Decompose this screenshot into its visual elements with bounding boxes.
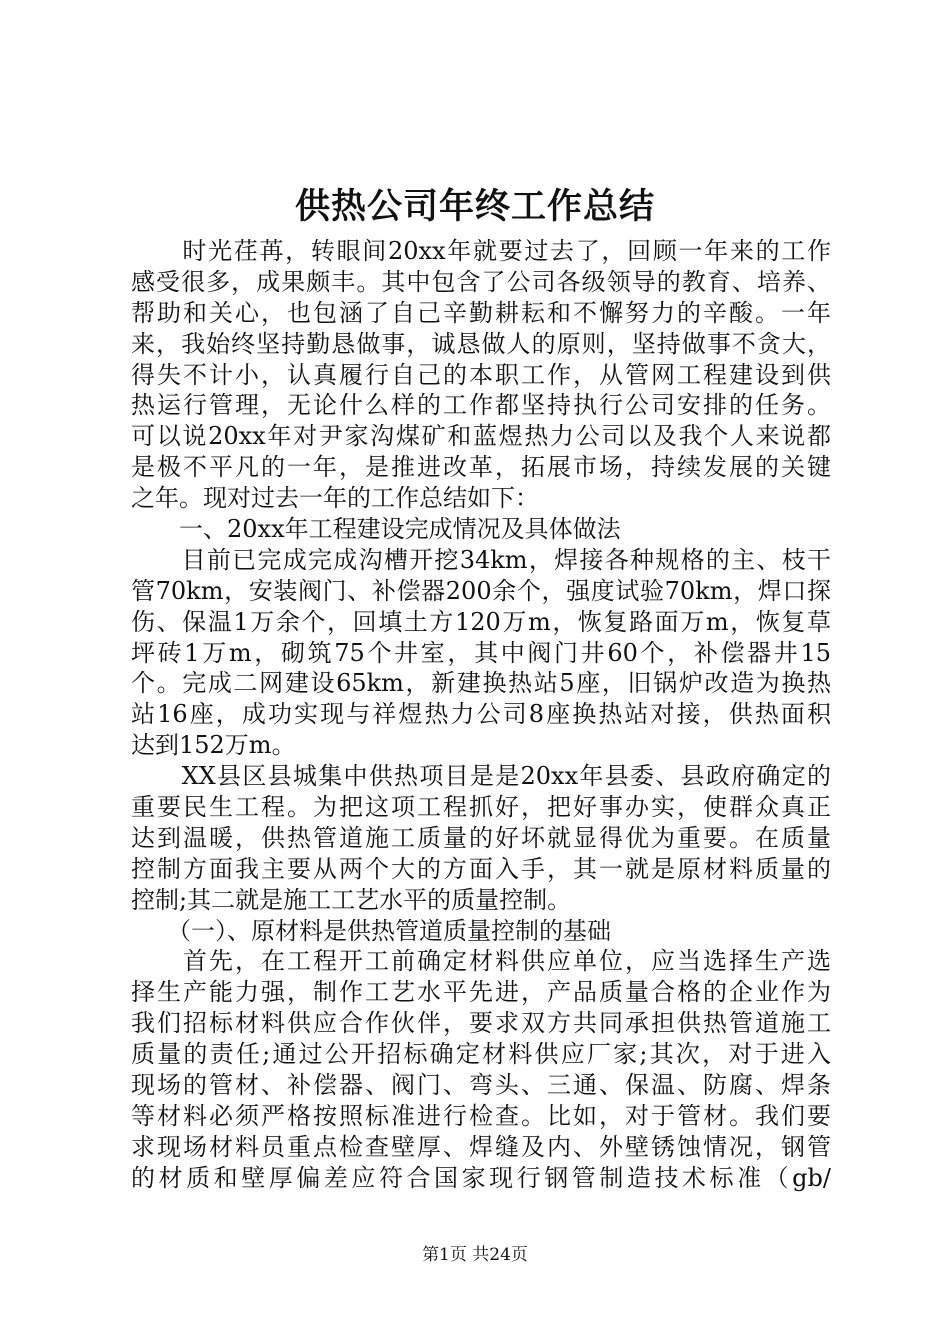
body-text-line: 首先，在工程开工前确定材料供应单位，应当选择生产选 [131, 947, 831, 976]
body-text-line: 重要民生工程。为把这项工程抓好，把好事办实，使群众真正 [131, 793, 831, 822]
body-text-line: 来，我始终坚持勤恳做事，诚恳做人的原则，坚持做事不贪大， [131, 329, 831, 358]
body-text-line: 质量的责任;通过公开招标确定材料供应厂家;其次，对于进入 [131, 1040, 831, 1069]
body-text-line: 目前已完成完成沟槽开挖34km，焊接各种规格的主、枝干 [131, 545, 831, 574]
body-text-line: XX县区县城集中供热项目是是20xx年县委、县政府确定的 [131, 762, 831, 791]
body-text-line: 一、20xx年工程建设完成情况及具体做法 [131, 515, 621, 544]
body-text-line: 得失不计小，认真履行自己的本职工作，从管网工程建设到供 [131, 360, 831, 389]
body-text-line: 控制;其二就是施工工艺水平的质量控制。 [131, 885, 572, 914]
page-number: 第1页 共24页 [422, 1245, 528, 1265]
body-text-line: 感受很多，成果颇丰。其中包含了公司各级领导的教育、培养、 [131, 267, 831, 296]
body-text-line: 我们招标材料供应合作伙伴，要求双方共同承担供热管道施工 [131, 1009, 831, 1038]
body-text-line: 的材质和壁厚偏差应符合国家现行钢管制造技术标准（gb/ [131, 1163, 831, 1192]
body-text-line: 个。完成二网建设65km，新建换热站5座，旧锅炉改造为换热 [131, 669, 831, 698]
document-body [131, 236, 831, 1194]
body-text-line: 等材料必须严格按照标准进行检查。比如，对于管材。我们要 [131, 1101, 831, 1130]
body-text-line: 求现场材料员重点检查壁厚、焊缝及内、外壁锈蚀情况，钢管 [131, 1132, 831, 1161]
body-text-line: 达到152万m。 [131, 731, 296, 760]
body-text-line: 是极不平凡的一年，是推进改革，拓展市场，持续发展的关键 [131, 453, 831, 482]
body-text-line: 现场的管材、补偿器、阀门、弯头、三通、保温、防腐、焊条 [131, 1071, 831, 1100]
body-text-line: 伤、保温1万余个，回填土方120万m，恢复路面万m，恢复草 [131, 607, 831, 636]
body-text-line: 时光荏苒，转眼间20xx年就要过去了，回顾一年来的工作 [131, 237, 831, 265]
body-text-line: 之年。现对过去一年的工作总结如下： [131, 484, 539, 513]
page-title: 供热公司年终工作总结 [294, 186, 655, 227]
body-text-line: 管70km，安装阀门、补偿器200余个，强度试验70km，焊口探 [131, 576, 831, 605]
body-text-line: 帮助和关心，也包涵了自己辛勤耕耘和不懈努力的辛酸。一年 [131, 298, 831, 327]
body-text-line: 择生产能力强，制作工艺水平先进，产品质量合格的企业作为 [131, 978, 831, 1007]
body-text-line: 可以说20xx年对尹家沟煤矿和蓝煜热力公司以及我个人来说都 [131, 422, 831, 451]
body-text-line: 站16座，成功实现与祥煜热力公司8座换热站对接，供热面积 [131, 700, 831, 729]
body-text-line: 坪砖1万m，砌筑75个井室，其中阀门井60个，补偿器井15 [131, 638, 831, 667]
body-text-line: （一）、原材料是供热管道质量控制的基础 [131, 916, 611, 945]
body-text-line: 控制方面我主要从两个大的方面入手，其一就是原材料质量的 [131, 854, 831, 883]
body-text-line: 热运行管理，无论什么样的工作都坚持执行公司安排的任务。 [131, 391, 831, 420]
body-text-line: 达到温暖，供热管道施工质量的好坏就显得优为重要。在质量 [131, 823, 831, 852]
